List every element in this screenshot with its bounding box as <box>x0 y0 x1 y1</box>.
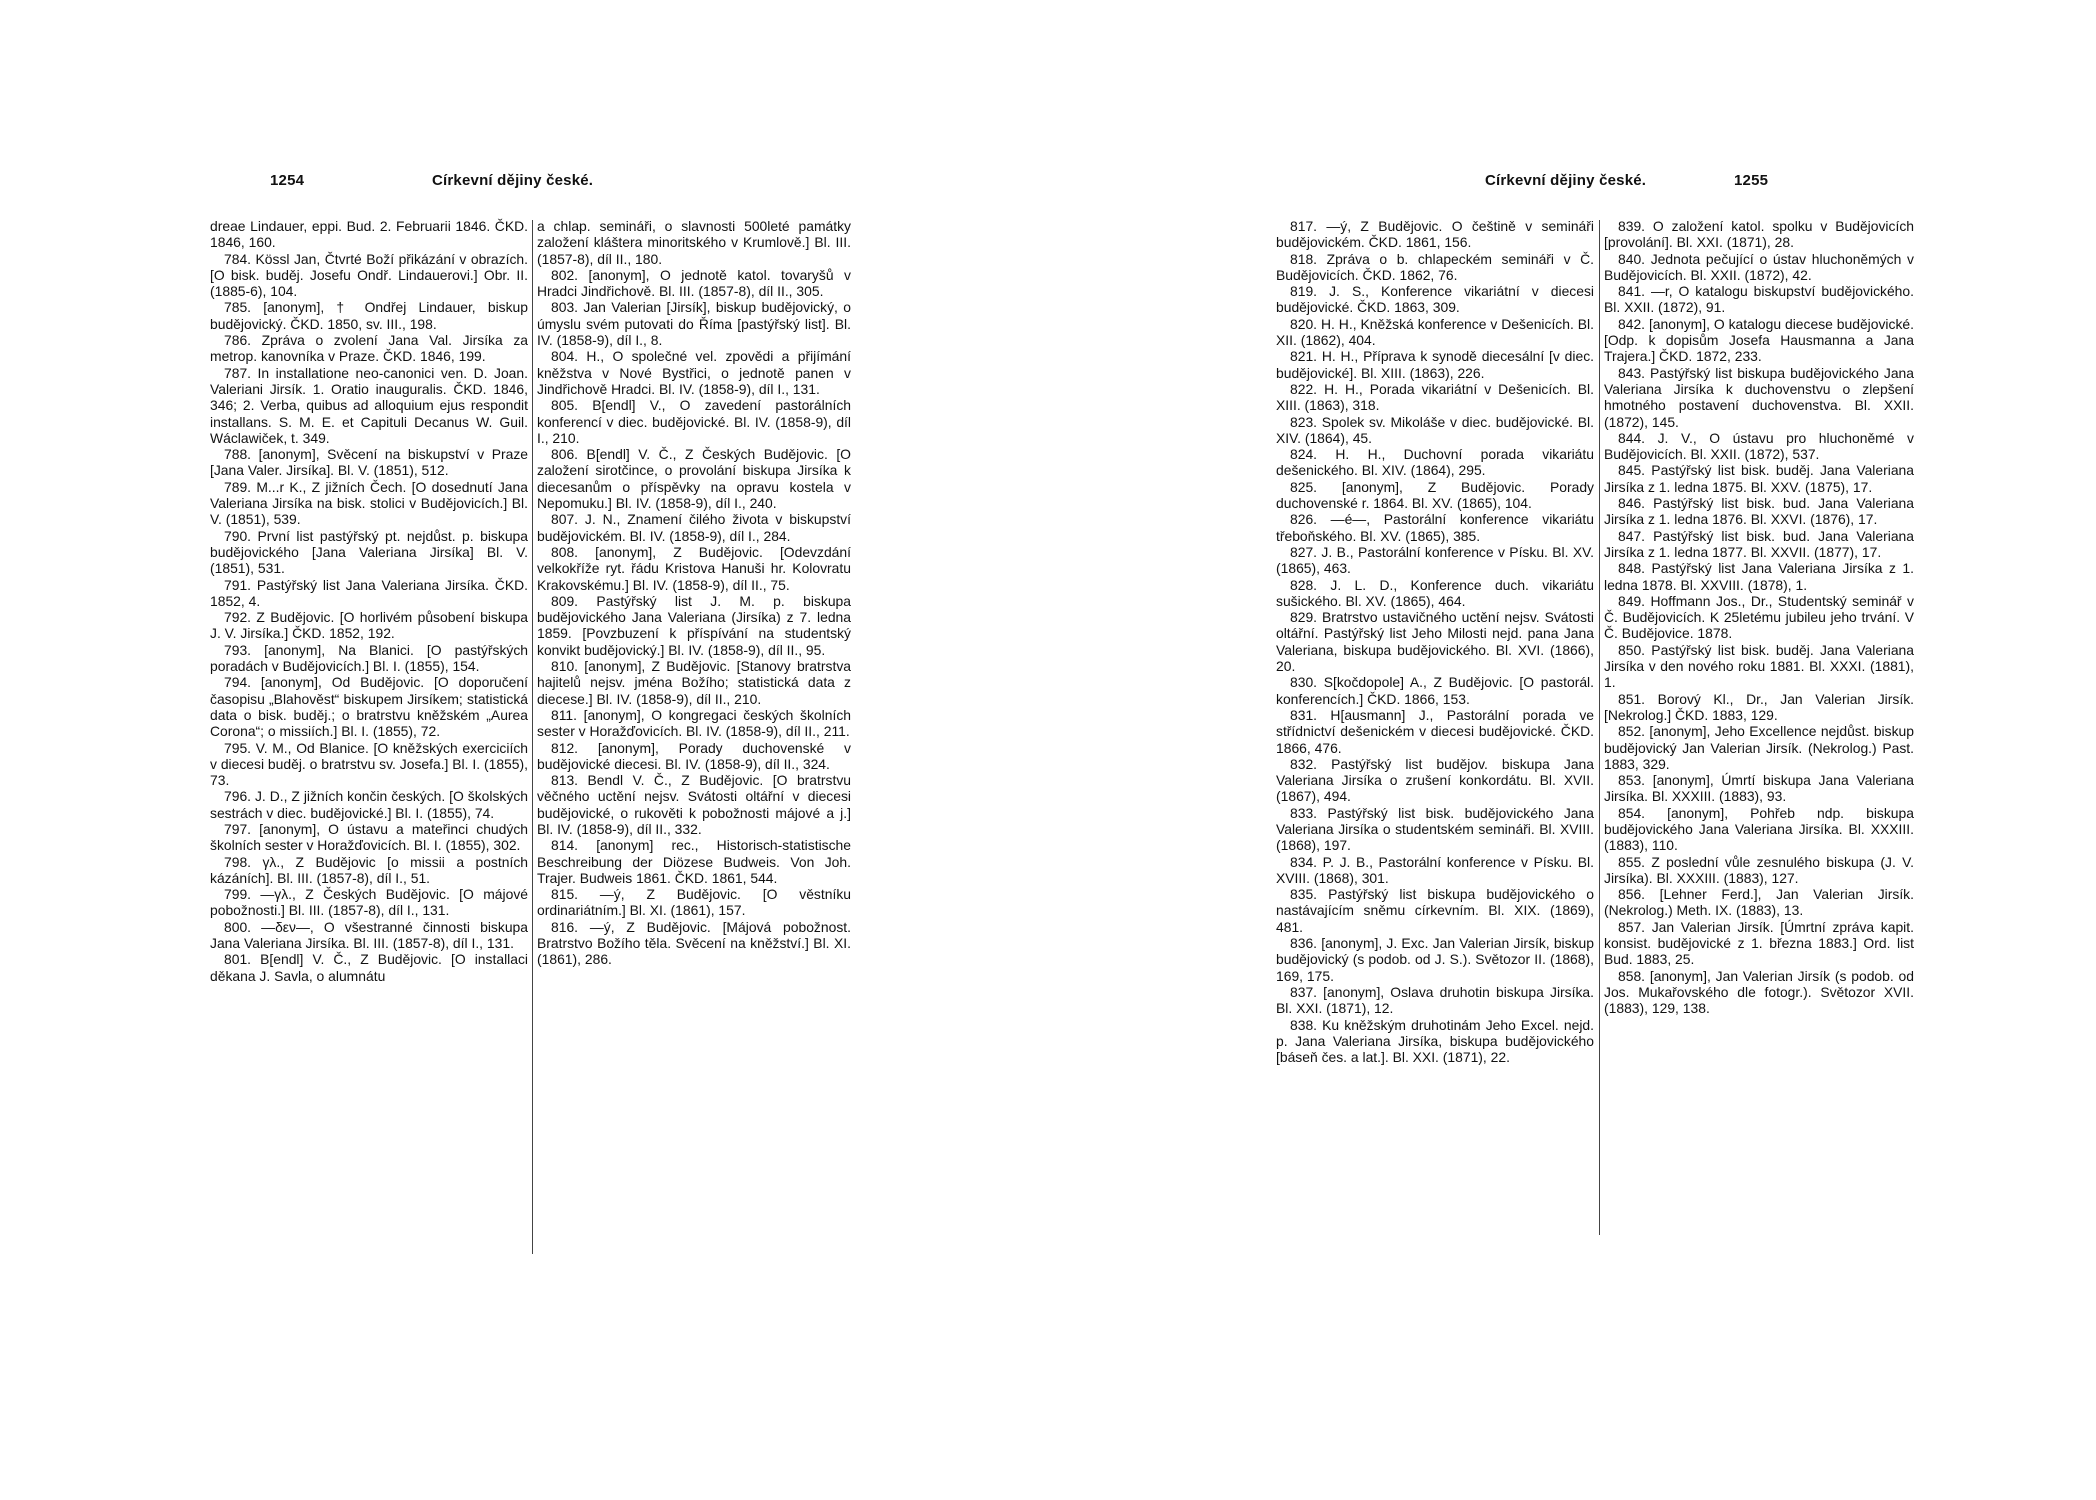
bibliography-entry: 786. Zpráva o zvolení Jana Val. Jirsíka za metrop. kanovníka v Praze. ČKD. 1846, 199. <box>210 332 528 365</box>
bibliography-entry: 799. —γλ., Z Českých Budějovic. [O májové pobožnosti.] Bl. III. (1857-8), díl I., 131. <box>210 886 528 919</box>
bibliography-entry: 811. [anonym], O kongregaci českých školních sester v Horažďovicích. Bl. IV. (1858-9), díl II., 211. <box>537 706 851 740</box>
right-page <box>1048 0 2096 1500</box>
bibliography-entry: 824. H. H., Duchovní porada vikariátu dešenického. Bl. XIV. (1864), 295. <box>1276 446 1594 479</box>
bibliography-entry: 795. V. M., Od Blanice. [O kněžských exerciciích v diecesi buděj. o bratrstvu sv. Josefa.] Bl. I. (1855), 73. <box>210 739 528 789</box>
bibliography-entry: 802. [anonym], O jednotě katol. tovaryšů v Hradci Jindřichově. Bl. III. (1857-8), díl II., 305. <box>537 266 851 300</box>
bibliography-entry: 836. [anonym], J. Exc. Jan Valerian Jirsík, biskup budějovický (s podob. od J. S.). Světozor II. (1868), 169, 175. <box>1276 935 1594 984</box>
bibliography-entry: 829. Bratrstvo ustavičného uctění nejsv. Svátosti oltářní. Pastýřský list Jeho Milosti nejd. pana Jana Valeriana, biskupa budějovického. Bl. XVI. (1866), 20. <box>1276 609 1594 675</box>
text-column <box>537 218 851 968</box>
bibliography-entry: 846. Pastýřský list bisk. bud. Jana Valeriana Jirsíka z 1. ledna 1876. Bl. XXVI. (1876), 17. <box>1604 495 1914 528</box>
bibliography-entry: 854. [anonym], Pohřeb ndp. biskupa budějovického Jana Valeriana Jirsíka. Bl. XXXIII. (1883), 110. <box>1604 804 1914 854</box>
bibliography-entry: 805. B[endl] V., O zavedení pastorálních konferencí v diec. budějovické. Bl. IV. (1858-9), díl I., 210. <box>537 397 851 446</box>
bibliography-entry: 838. Ku kněžským druhotinám Jeho Excel. nejd. p. Jana Valeriana Jirsíka, biskupa budějovického [báseň čes. a lat.]. Bl. XXI. (1871), 22. <box>1276 1016 1594 1066</box>
bibliography-entry: 856. [Lehner Ferd.], Jan Valerian Jirsík. (Nekrolog.) Meth. IX. (1883), 13. <box>1604 886 1914 919</box>
bibliography-entry: 850. Pastýřský list bisk. buděj. Jana Valeriana Jirsíka v den nového roku 1881. Bl. XXXI. (1881), 1. <box>1604 641 1914 691</box>
bibliography-entry: 830. S[kočdopole] A., Z Budějovic. [O pastorál. konferencích.] ČKD. 1866, 153. <box>1276 674 1594 707</box>
bibliography-entry: 790. První list pastýřský pt. nejdůst. p. biskupa budějovického [Jana Valeriana Jirsíka] Bl. V. (1851), 531. <box>210 527 528 577</box>
bibliography-entry: 819. J. S., Konference vikariátní v diecesi budějovické. ČKD. 1863, 309. <box>1276 283 1594 316</box>
bibliography-entry: 834. P. J. B., Pastorální konference v Písku. Bl. XVIII. (1868), 301. <box>1276 853 1594 886</box>
bibliography-entry: 820. H. H., Kněžská konference v Dešenicích. Bl. XII. (1862), 404. <box>1276 315 1594 349</box>
bibliography-entry: 849. Hoffmann Jos., Dr., Studentský seminář v Č. Budějovicích. K 25letému jubileu jeho trvání. V Č. Budějovice. 1878. <box>1604 592 1914 642</box>
bibliography-entry: 852. [anonym], Jeho Excellence nejdůst. biskup budějovický Jan Valerian Jirsík. (Nekrolog.) Past. 1883, 329. <box>1604 723 1914 772</box>
bibliography-entry: 800. —δεν—, O všestranné činnosti biskupa Jana Valeriana Jirsíka. Bl. III. (1857-8), díl I., 131. <box>210 918 528 952</box>
bibliography-entry: 791. Pastýřský list Jana Valeriana Jirsíka. ČKD. 1852, 4. <box>210 576 528 609</box>
page-number: 1254 <box>270 172 305 189</box>
bibliography-entry: 851. Borový Kl., Dr., Jan Valerian Jirsík. [Nekrolog.] ČKD. 1883, 129. <box>1604 690 1914 723</box>
bibliography-entry: 828. J. L. D., Konference duch. vikariátu sušického. Bl. XV. (1865), 464. <box>1276 576 1594 609</box>
bibliography-entry: 797. [anonym], O ústavu a mateřinci chudých školních sester v Horažďovicích. Bl. I. (1855), 302. <box>210 820 528 854</box>
running-title: Církevní dějiny české. <box>1485 172 1647 189</box>
bibliography-entry: 787. In installatione neo-canonici ven. D. Joan. Valeriani Jirsík. 1. Oratio inauguralis. ČKD. 1846, 346; 2. Verba, quibus ad alloquium ejus respondit installans. S. M. E. et Capituli Decanus W. Guil. Wáclawiček, t. 349. <box>210 364 528 446</box>
bibliography-entry: 825. [anonym], Z Budějovic. Porady duchovenské r. 1864. Bl. XV. (1865), 104. <box>1276 478 1594 512</box>
bibliography-entry: 823. Spolek sv. Mikoláše v diec. budějovické. Bl. XIV. (1864), 45. <box>1276 413 1594 446</box>
bibliography-entry: 814. [anonym] rec., Historisch-statistische Beschreibung der Diözese Budweis. Von Joh. Trajer. Budweis 1861. ČKD. 1861, 544. <box>537 837 851 886</box>
bibliography-entry: 804. H., O společné vel. zpovědi a přijímání kněžstva v Nové Bystřici, o jednotě panen v Jindřichově Hradci. Bl. IV. (1858-9), díl I., 131. <box>537 348 851 397</box>
bibliography-entry: 788. [anonym], Svěcení na biskupství v Praze [Jana Valer. Jirsíka]. Bl. V. (1851), 512. <box>210 446 528 479</box>
bibliography-entry: 837. [anonym], Oslava druhotin biskupa Jirsíka. Bl. XXI. (1871), 12. <box>1276 983 1594 1017</box>
running-title: Církevní dějiny české. <box>432 172 594 189</box>
bibliography-entry: 843. Pastýřský list biskupa budějovického Jana Valeriana Jirsíka k duchovenstvu o zlepšení hmotného postavení duchovenstva. Bl. XXII. (1872), 145. <box>1604 364 1914 430</box>
bibliography-entry: 810. [anonym], Z Budějovic. [Stanovy bratrstva hajitelů nejsv. jména Božího; statistická data z diecese.] Bl. IV. (1858-9), díl II., 210. <box>537 658 851 707</box>
text-column <box>1276 218 1594 1065</box>
bibliography-entry: 808. [anonym], Z Budějovic. [Odevzdání velkokříže ryt. řádu Kristova Hanuši hr. Kolovratu Krakovskému.] Bl. IV. (1858-9), díl II., 75. <box>537 543 851 593</box>
bibliography-entry: 833. Pastýřský list bisk. budějovického Jana Valeriana Jirsíka o studentském semináři. Bl. XVIII. (1868), 197. <box>1276 804 1594 854</box>
text-column <box>1604 218 1914 1017</box>
bibliography-entry: 789. M...r K., Z jižních Čech. [O dosednutí Jana Valeriana Jirsíka na bisk. stolici v Budějovicích.] Bl. V. (1851), 539. <box>210 478 528 528</box>
bibliography-entry: 844. J. V., O ústavu pro hluchoněmé v Budějovicích. Bl. XXII. (1872), 537. <box>1604 429 1914 463</box>
bibliography-entry: 801. B[endl] V. Č., Z Budějovic. [O installaci děkana J. Savla, o alumnátu <box>210 951 528 984</box>
bibliography-entry: 845. Pastýřský list bisk. buděj. Jana Valeriana Jirsíka z 1. ledna 1875. Bl. XXV. (1875), 17. <box>1604 462 1914 495</box>
bibliography-entry: 821. H. H., Příprava k synodě diecesální [v diec. budějovické]. Bl. XIII. (1863), 226. <box>1276 348 1594 381</box>
bibliography-entry: 826. —é—, Pastorální konference vikariátu třeboňského. Bl. XV. (1865), 385. <box>1276 511 1594 544</box>
bibliography-entry: 813. Bendl V. Č., Z Budějovic. [O bratrstvu věčného uctění nejsv. Svátosti oltářní v diecesi budějovické, o rukověti k pobožnosti májové a j.] Bl. IV. (1858-9), díl II., 332. <box>537 772 851 837</box>
bibliography-entry: 812. [anonym], Porady duchovenské v budějovické diecesi. Bl. IV. (1858-9), díl II., 324. <box>537 739 851 772</box>
bibliography-entry: 792. Z Budějovic. [O horlivém působení biskupa J. V. Jirsíka.] ČKD. 1852, 192. <box>210 609 528 642</box>
bibliography-entry: 853. [anonym], Úmrtí biskupa Jana Valeriana Jirsíka. Bl. XXXIII. (1883), 93. <box>1604 772 1914 805</box>
bibliography-entry: 842. [anonym], O katalogu diecese budějovické. [Odp. k dopisům Josefa Hausmanna a Jana Trajera.] ČKD. 1872, 233. <box>1604 315 1914 365</box>
bibliography-entry: 857. Jan Valerian Jirsík. [Úmrtní zpráva kapit. konsist. budějovické z 1. března 1883.] Ord. list Bud. 1883, 25. <box>1604 918 1914 968</box>
column-divider <box>1599 220 1600 1235</box>
bibliography-entry: 798. γλ., Z Budějovic [o missii a postních kázáních]. Bl. III. (1857-8), díl I., 51. <box>210 853 528 886</box>
page-number: 1255 <box>1734 172 1769 189</box>
bibliography-entry: 809. Pastýřský list J. M. p. biskupa budějovického Jana Valeriana (Jirsíka) z 7. ledna 1859. [Povzbuzení k příspívání na studentský konvikt budějovický.] Bl. IV. (1858-9), díl II., 95. <box>537 592 851 658</box>
column-divider <box>532 220 533 1254</box>
bibliography-entry: dreae Lindauer, eppi. Bud. 2. Februarii 1846. ČKD. 1846, 160. <box>210 218 528 251</box>
bibliography-entry: 803. Jan Valerian [Jirsík], biskup budějovický, o úmyslu svém putovati do Říma [pastýřský list]. Bl. IV. (1858-9), díl I., 8. <box>537 299 851 349</box>
bibliography-entry: 818. Zpráva o b. chlapeckém semináři v Č. Budějovicích. ČKD. 1862, 76. <box>1276 250 1594 283</box>
bibliography-entry: a chlap. semináři, o slavnosti 500leté památky založení kláštera minoritského v Krumlově.] Bl. III. (1857-8), díl II., 180. <box>537 218 851 267</box>
bibliography-entry: 839. O založení katol. spolku v Budějovicích [provolání]. Bl. XXI. (1871), 28. <box>1604 218 1914 251</box>
bibliography-entry: 817. —ý, Z Budějovic. O češtině v semináři budějovickém. ČKD. 1861, 156. <box>1276 218 1594 251</box>
text-column <box>210 218 528 984</box>
bibliography-entry: 840. Jednota pečující o ústav hluchoněmých v Budějovicích. Bl. XXII. (1872), 42. <box>1604 250 1914 283</box>
bibliography-entry: 848. Pastýřský list Jana Valeriana Jirsíka z 1. ledna 1878. Bl. XXVIII. (1878), 1. <box>1604 560 1914 593</box>
bibliography-entry: 794. [anonym], Od Budějovic. [O doporučení časopisu „Blahověst“ biskupem Jirsíkem; statistická data o bisk. buděj.; o bratrstvu kněžském „Aurea Corona“; o missiích.] Bl. I. (1855), 72. <box>210 674 528 740</box>
bibliography-entry: 847. Pastýřský list bisk. bud. Jana Valeriana Jirsíka z 1. ledna 1877. Bl. XXVII. (1877), 17. <box>1604 527 1914 560</box>
bibliography-entry: 807. J. N., Znamení čilého života v biskupství budějovickém. Bl. IV. (1858-9), díl I., 284. <box>537 511 851 544</box>
bibliography-entry: 796. J. D., Z jižních končin českých. [O školských sestrách v diec. budějovické.] Bl. I. (1855), 74. <box>210 788 528 821</box>
bibliography-entry: 855. Z poslední vůle zesnulého biskupa (J. V. Jirsíka). Bl. XXXIII. (1883), 127. <box>1604 853 1914 886</box>
bibliography-entry: 835. Pastýřský list biskupa budějovického o nastávajícím sněmu církevním. Bl. XIX. (1869), 481. <box>1276 886 1594 935</box>
bibliography-entry: 816. —ý, Z Budějovic. [Májová pobožnost. Bratrstvo Božího těla. Svěcení na kněžství.] Bl. XI. (1861), 286. <box>537 918 851 968</box>
bibliography-entry: 858. [anonym], Jan Valerian Jirsík (s podob. od Jos. Mukařovského dle fotogr.). Světozor XVII. (1883), 129, 138. <box>1604 967 1914 1017</box>
bibliography-entry: 815. —ý, Z Budějovic. [O věstníku ordinariátním.] Bl. XI. (1861), 157. <box>537 886 851 919</box>
bibliography-entry: 827. J. B., Pastorální konference v Písku. Bl. XV. (1865), 463. <box>1276 543 1594 577</box>
bibliography-entry: 806. B[endl] V. Č., Z Českých Budějovic. [O založení sirotčince, o provolání biskupa Jirsíka k diecesanům o příspěvky na opravu kostela v Nepomuku.] Bl. IV. (1858-9), díl I., 240. <box>537 446 851 512</box>
bibliography-entry: 793. [anonym], Na Blanici. [O pastýřských poradách v Budějovicích.] Bl. I. (1855), 154. <box>210 641 528 675</box>
bibliography-entry: 831. H[ausmann] J., Pastorální porada ve střídnictví dešenickém v diecesi budějovické. ČKD. 1866, 476. <box>1276 706 1594 756</box>
bibliography-entry: 785. [anonym], † Ondřej Lindauer, biskup budějovický. ČKD. 1850, sv. III., 198. <box>210 299 528 332</box>
bibliography-entry: 832. Pastýřský list budějov. biskupa Jana Valeriana Jirsíka o zrušení konkordátu. Bl. XVII. (1867), 494. <box>1276 755 1594 805</box>
bibliography-entry: 784. Kössl Jan, Čtvrté Boží přikázání v obrazích. [O bisk. buděj. Josefu Ondř. Lindauerovi.] Obr. II. (1885-6), 104. <box>210 250 528 300</box>
bibliography-entry: 841. —r, O katalogu biskupství budějovického. Bl. XXII. (1872), 91. <box>1604 283 1914 316</box>
bibliography-entry: 822. H. H., Porada vikariátní v Dešenicích. Bl. XIII. (1863), 318. <box>1276 380 1594 414</box>
